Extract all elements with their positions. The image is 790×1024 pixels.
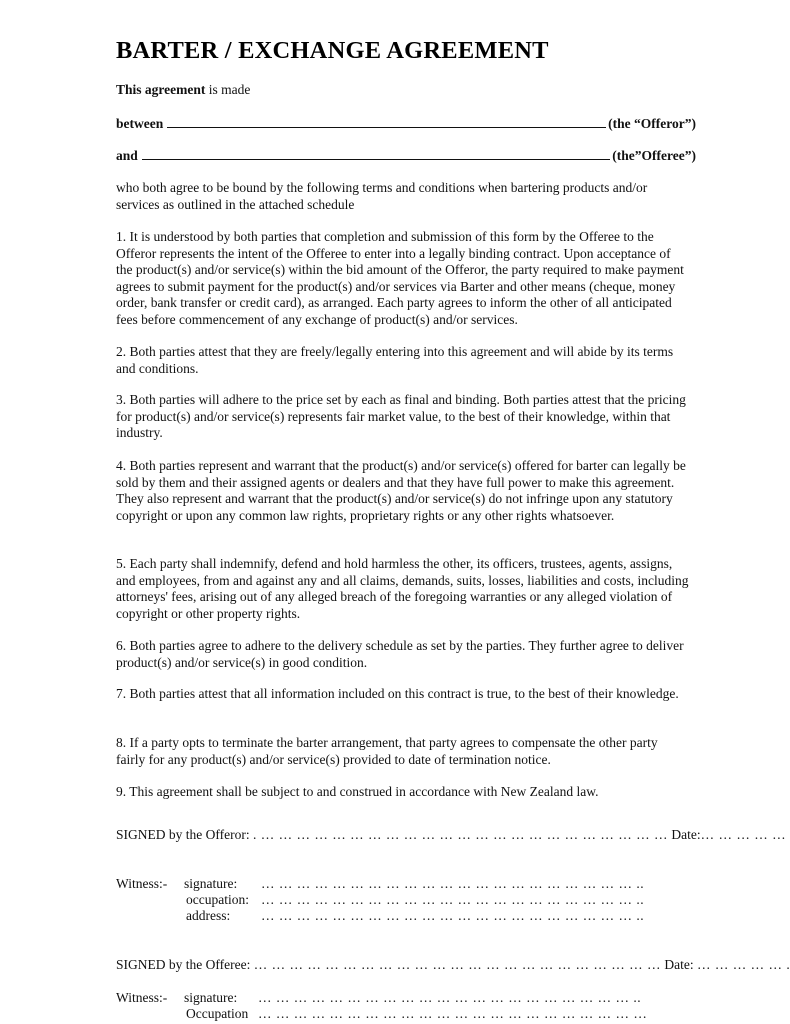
offeror-witness-signature-label: signature: — [184, 876, 238, 891]
offeree-signature-line — [116, 956, 790, 974]
offeree-witness-label: Witness:- — [116, 990, 168, 1005]
document-title: BARTER / EXCHANGE AGREEMENT — [116, 37, 549, 64]
offeror-witness-occupation-field[interactable]: … … … … … … … … … … … … … … … … … … … … … .. — [261, 892, 645, 907]
offeror-witness-address-label: address: — [186, 908, 231, 923]
offeror-signed-label: SIGNED by the Offeror: — [116, 827, 250, 842]
clause-5: 5. Each party shall indemnify, defend and hold harmless the other, its officers, trustees, agents, assigns, and employees, from and against any and all claims, demands, suits, losses, liabilities and costs, including attorneys' fees, arising out of any alleged breach of the foregoing warranties or any alleged violation of copyright or other property rights. — [116, 556, 689, 621]
agreement-page — [116, 34, 790, 1021]
offeror-witness-label: Witness:- — [116, 876, 168, 891]
intro-rest: is made — [205, 82, 251, 97]
offeror-witness-signature-field[interactable]: … … … … … … … … … … … … … … … … … … … … … .. — [261, 876, 645, 891]
offeree-date-field[interactable]: … … … … … . — [696, 957, 790, 972]
intro-bold: This agreement — [116, 82, 206, 97]
offeree-witness-occupation-label: Occupation — [186, 1006, 249, 1021]
offeree-signature-field[interactable]: … … … … … … … … … … … … … … … … … … … … … … … — [253, 957, 661, 972]
offeror-date-label: Date: — [671, 827, 701, 842]
offeree-witness-signature-label: signature: — [184, 990, 238, 1005]
offeror-witness-address-field[interactable]: … … … … … … … … … … … … … … … … … … … … … .. — [261, 908, 645, 923]
offeror-suffix: (the “Offeror”) — [608, 116, 696, 131]
offeree-party-line — [116, 147, 696, 165]
offeree-signed-label: SIGNED by the Offeree: — [116, 957, 251, 972]
offeror-signature-line — [116, 826, 786, 844]
offeree-witness-signature-field[interactable]: … … … … … … … … … … … … … … … … … … … … … .. — [258, 990, 642, 1005]
clause-1: 1. It is understood by both parties that completion and submission of this form by the Offeree to the Offeror represents the intent of the Offeree to enter into a legally binding contract. Upon acceptance of the product(s) and/or service(s) within the bid amount of the Offeror, the party required to make payment agrees to submit payment for the product(s) and/or services via Barter and other means (cheque, money order, bank transfer or credit card), as arranged. Each party agrees to inform the other of all anticipated fees before commencement of any exchange of product(s) and/or services. — [116, 229, 684, 327]
clause-3: 3. Both parties will adhere to the price set by each as final and binding. Both parties attest that the pricing for product(s) and/or service(s) represents fair market value, to the best of their knowledge, within that industry. — [116, 392, 686, 440]
intro-line — [116, 81, 250, 99]
clause-9: 9. This agreement shall be subject to and construed in accordance with New Zealand law. — [116, 784, 599, 799]
offeree-name-field[interactable] — [142, 147, 611, 160]
offeror-party-line — [116, 115, 696, 133]
offeree-date-label: Date: — [664, 957, 694, 972]
offeror-date-field[interactable]: … … … … … — [700, 827, 787, 842]
clause-6: 6. Both parties agree to adhere to the delivery schedule as set by the parties. They further agree to deliver product(s) and/or service(s) in good condition. — [116, 638, 684, 670]
preamble: who both agree to be bound by the following terms and conditions when bartering products and/or services as outlined in the attached schedule — [116, 180, 648, 212]
clause-7: 7. Both parties attest that all information included on this contract is true, to the best of their knowledge. — [116, 686, 679, 701]
offeree-suffix: (the”Offeree”) — [612, 148, 696, 163]
clause-2: 2. Both parties attest that they are freely/legally entering into this agreement and will abide by its terms and conditions. — [116, 344, 674, 376]
clause-4: 4. Both parties represent and warrant that the product(s) and/or service(s) offered for barter can legally be sold by them and their assigned agents or dealers and that they have full power to make this agreement. They also represent and warrant that the product(s) and/or service(s) do not infringe upon any statutory copyright or upon any common law rights, proprietary rights or any other rights whatsoever. — [116, 458, 686, 523]
offeror-witness-occupation-label: occupation: — [186, 892, 249, 907]
offeree-witness-occupation-field[interactable]: … … … … … … … … … … … … … … … … … … … … … … — [258, 1006, 648, 1021]
offeror-name-field[interactable] — [167, 115, 606, 128]
clause-8: 8. If a party opts to terminate the barter arrangement, that party agrees to compensate the other party fairly for any product(s) and/or service(s) provided to date of termination notice. — [116, 735, 658, 767]
between-label: between — [116, 116, 164, 131]
and-label: and — [116, 148, 138, 163]
offeror-signature-field[interactable]: . … … … … … … … … … … … … … … … … … … … … … … … — [252, 827, 668, 842]
